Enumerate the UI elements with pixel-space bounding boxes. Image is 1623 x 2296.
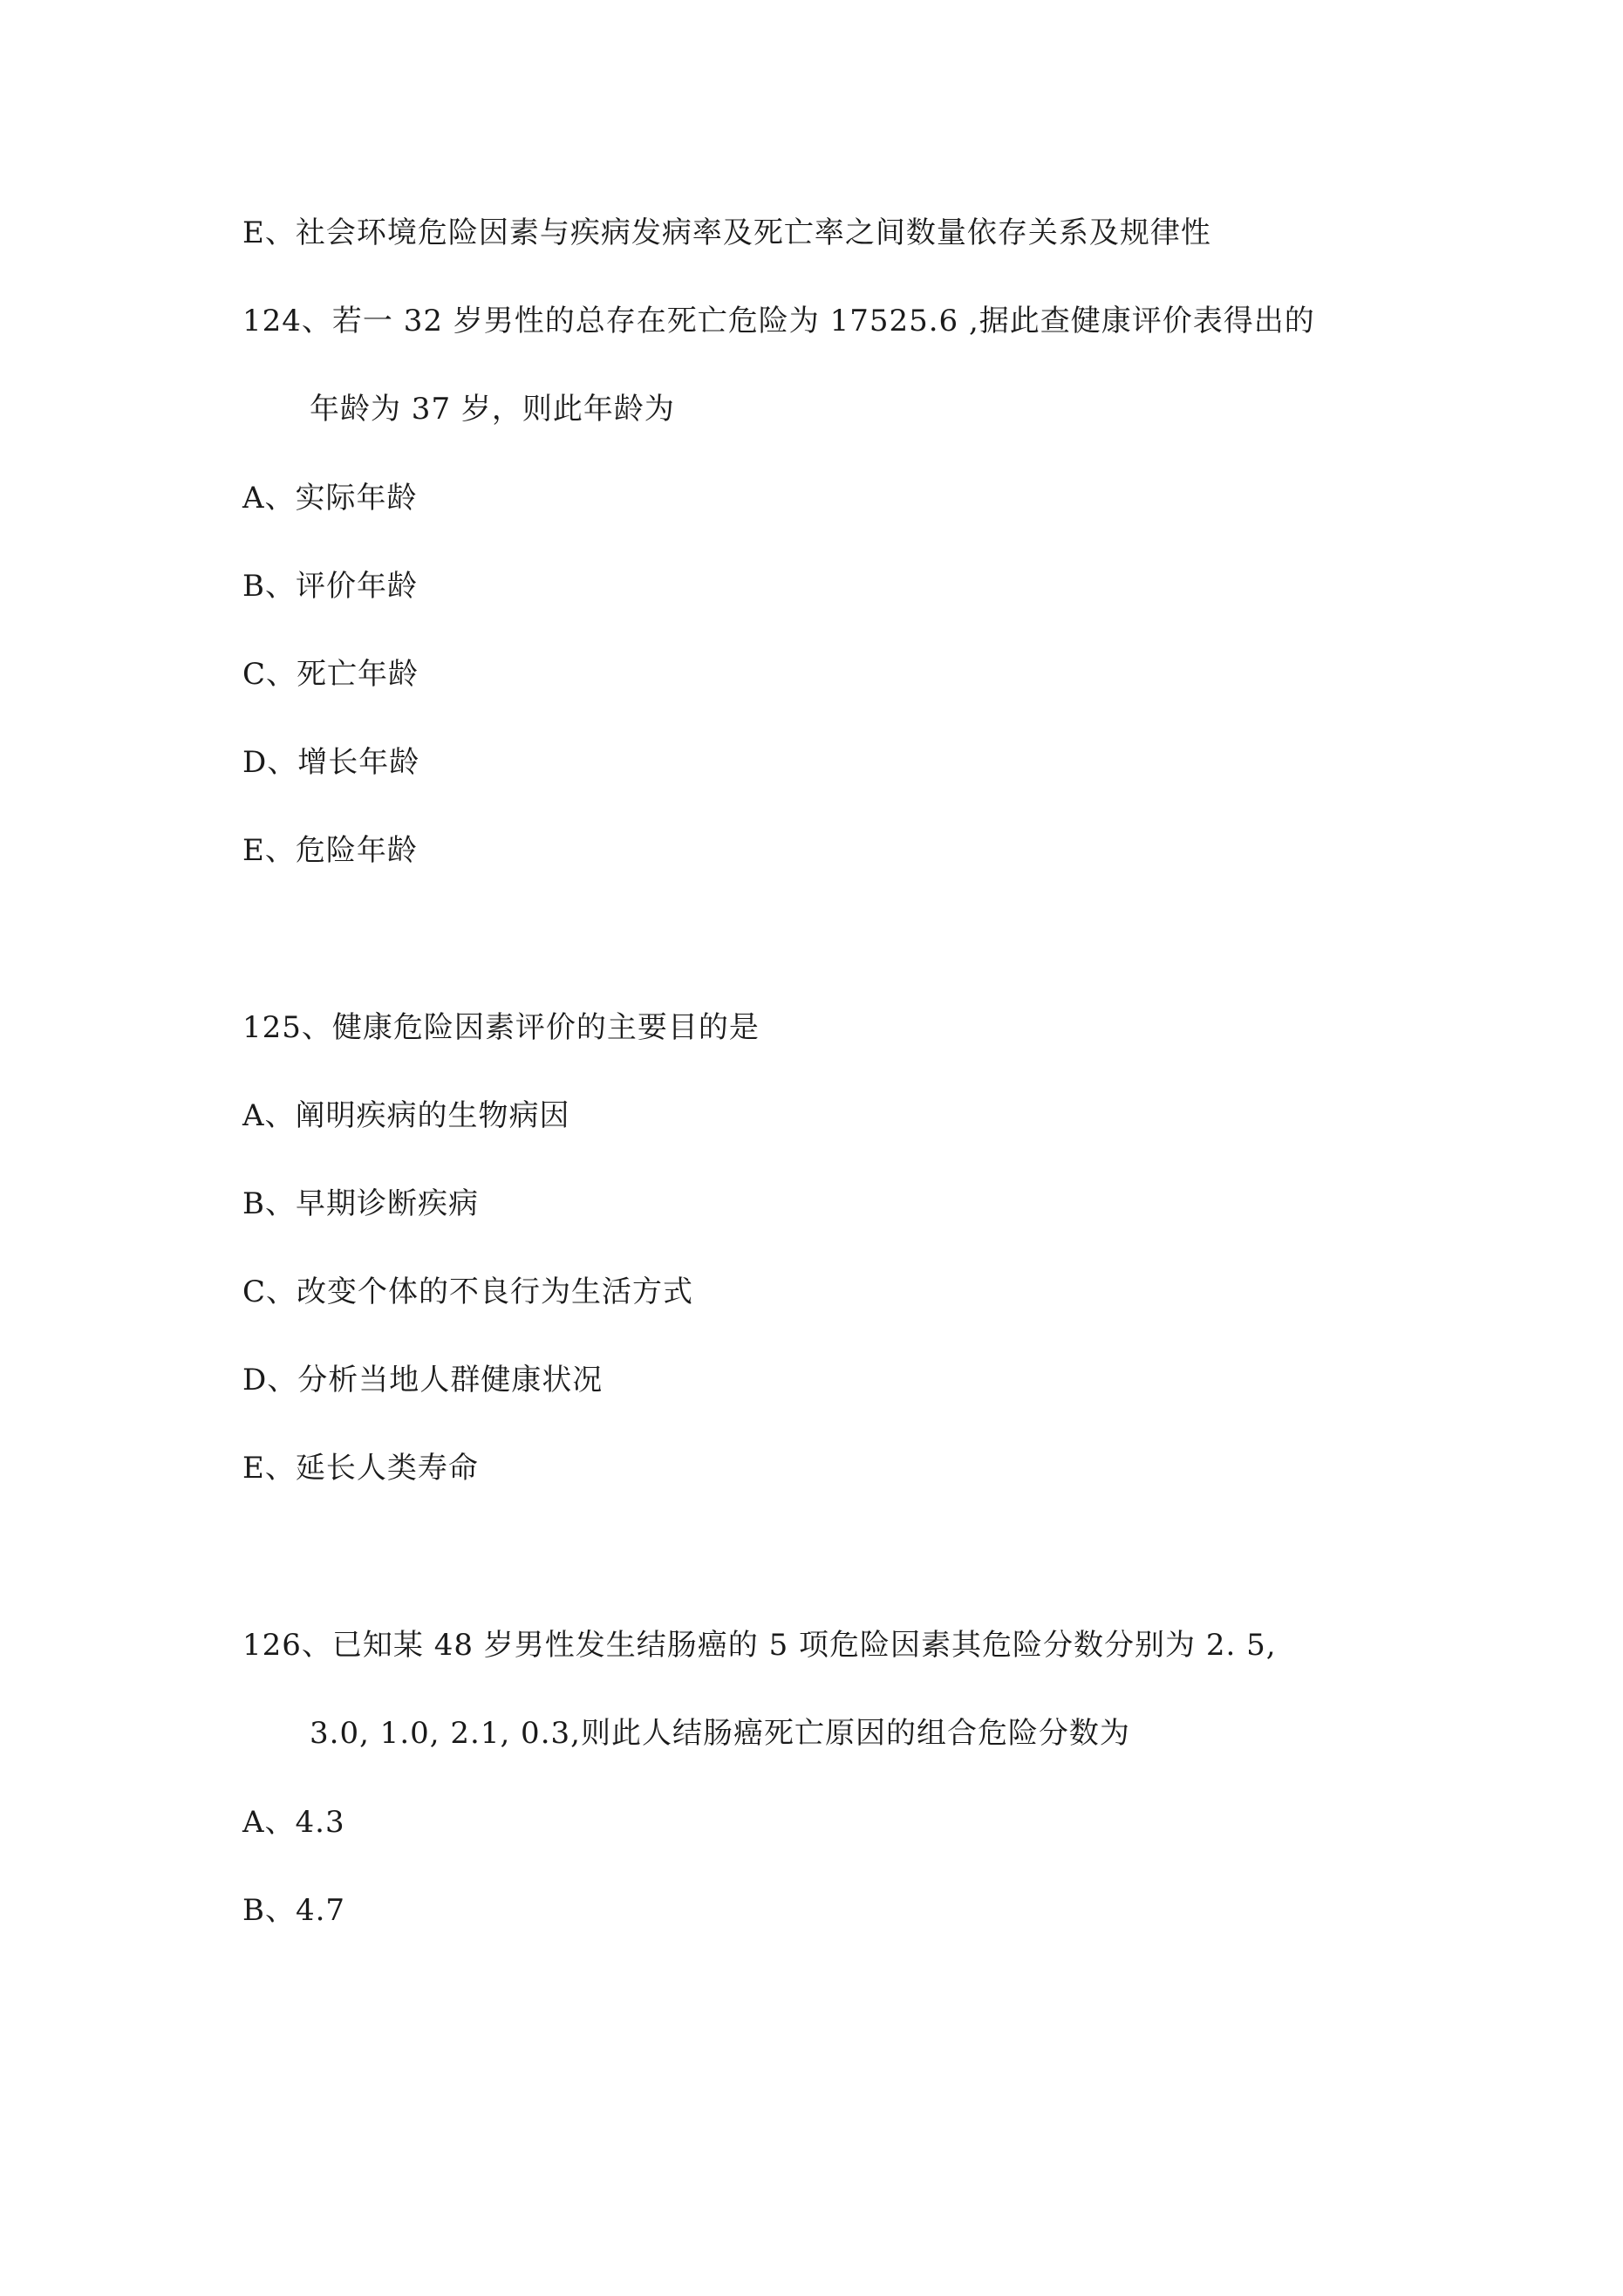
- q124-option-c: C、死亡年龄: [242, 657, 419, 692]
- q126-stem-line1: 126、已知某 48 岁男性发生结肠癌的 5 项危险因素其危险分数分别为 2. 5,: [242, 1628, 1277, 1663]
- q125-option-c: C、改变个体的不良行为生活方式: [242, 1274, 694, 1309]
- q126-option-b: B、4.7: [242, 1893, 346, 1928]
- q125-option-d: D、分析当地人群健康状况: [242, 1363, 604, 1397]
- q124-option-b: B、评价年龄: [242, 569, 418, 604]
- q126-stem-line2: 3.0, 1.0, 2.1, 0.3,则此人结肠癌死亡原因的组合危险分数为: [310, 1716, 1130, 1751]
- q124-option-e: E、危险年龄: [242, 833, 418, 868]
- q124-option-d: D、增长年龄: [242, 745, 420, 780]
- q124-option-a: A、实际年龄: [242, 481, 418, 516]
- q123-option-e: E、社会环境危险因素与疾病发病率及死亡率之间数量依存关系及规律性: [242, 215, 1211, 250]
- q124-stem-line2: 年龄为 37 岁，则此年龄为: [310, 392, 675, 427]
- q125-option-a: A、阐明疾病的生物病因: [242, 1098, 570, 1133]
- q125-stem: 125、健康危险因素评价的主要目的是: [242, 1010, 760, 1045]
- q125-option-e: E、延长人类寿命: [242, 1451, 479, 1486]
- q125-option-b: B、早期诊断疾病: [242, 1186, 479, 1221]
- q126-option-a: A、4.3: [242, 1805, 345, 1840]
- q124-stem-line1: 124、若一 32 岁男性的总存在死亡危险为 17525.6 ,据此查健康评价表得出的: [242, 304, 1315, 338]
